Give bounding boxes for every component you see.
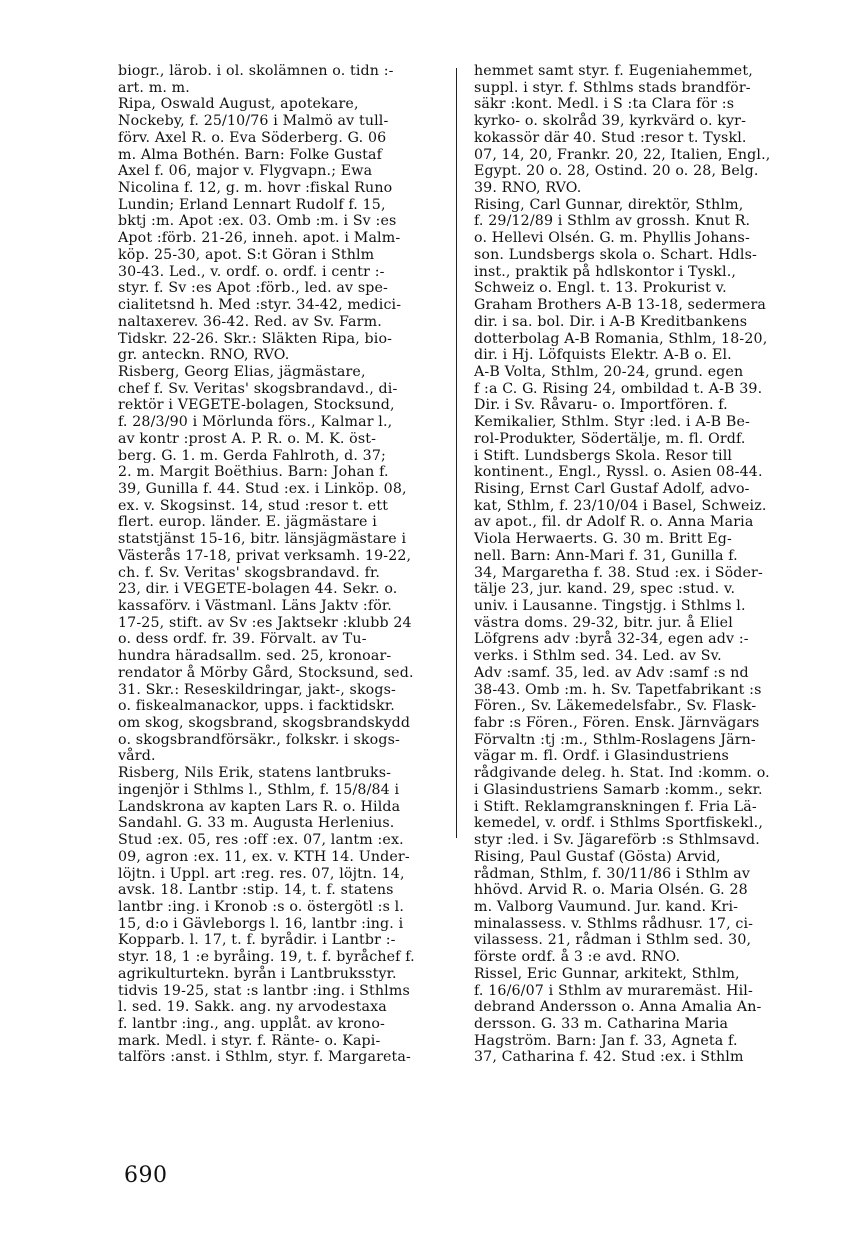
text-line: talförs :anst. i Sthlm, styr. f. Margareta- (118, 1049, 411, 1066)
text-line: ch. f. Sv. Veritas' skogsbrandavd. fr. (118, 564, 381, 581)
text-line: l. sed. 19. Sakk. ang. ny arvodestaxa (118, 999, 387, 1016)
text-line: f :a C. G. Rising 24, ombildad t. A-B 39. (474, 380, 763, 397)
text-line: gr. anteckn. RNO, RVO. (118, 347, 290, 364)
text-line: kokassör där 40. Stud :resor t. Tyskl. (474, 129, 747, 146)
text-line: nell. Barn: Ann-Mari f. 31, Gunilla f. (474, 547, 738, 564)
text-line: minalassess. v. Sthlms rådhusr. 17, ci- (474, 915, 754, 932)
column-divider (456, 68, 457, 838)
text-line: 39, Gunilla f. 44. Stud :ex. i Linköp. 08, (118, 480, 407, 497)
text-line: Tidskr. 22-26. Skr.: Släkten Ripa, bio- (118, 330, 393, 347)
text-line: rektör i VEGETE-bolagen, Stocksund, (118, 397, 395, 414)
text-line: naltaxerev. 36-42. Red. av Sv. Farm. (118, 313, 382, 330)
text-line: dir. i sa. bol. Dir. i A-B Kreditbankens (474, 313, 748, 330)
text-line: f. 28/3/90 i Mörlunda förs., Kalmar l., (118, 414, 393, 431)
text-line: 37, Catharina f. 42. Stud :ex. i Sthlm (474, 1049, 744, 1066)
text-line: rendator å Mörby Gård, Stocksund, sed. (118, 664, 414, 681)
text-line: i Stift. Reklamgranskningen f. Fria Lä- (474, 798, 757, 815)
text-line: o. fiskealmanackor, upps. i facktidskr. (118, 698, 395, 715)
text-line: Hagström. Barn: Jan f. 33, Agneta f. (474, 1032, 738, 1049)
text-line: vård. (118, 748, 156, 765)
text-line: fabr :s Fören., Fören. Ensk. Järnvägars (474, 715, 760, 732)
text-line: m. Valborg Vaumund. Jur. kand. Kri- (474, 898, 739, 915)
text-line: Egypt. 20 o. 28, Ostind. 20 o. 28, Belg. (474, 163, 759, 180)
page-number: 690 (124, 1163, 168, 1188)
text-line: rådman, Sthlm, f. 30/11/86 i Sthlm av (474, 865, 751, 882)
text-line: i Stift. Lundsbergs Skola. Resor till (474, 447, 733, 464)
text-line: förste ordf. å 3 :e avd. RNO. (474, 949, 681, 966)
text-line: statstjänst 15-16, bitr. länsjägmästare i (118, 531, 407, 548)
text-line: kyrko- o. skolråd 39, kyrkvärd o. kyr- (474, 113, 747, 130)
text-line: Fören., Sv. Läkemedelsfabr., Sv. Flask- (474, 698, 757, 715)
text-line: 09, agron :ex. 11, ex. v. KTH 14. Under- (118, 848, 410, 865)
text-line: Dir. i Sv. Råvaru- o. Importfören. f. (474, 397, 728, 414)
text-line: f. lantbr :ing., ang. upplåt. av krono- (118, 1015, 385, 1032)
text-line: chef f. Sv. Veritas' skogsbrandavd., di- (118, 380, 398, 397)
text-line: styr. f. Sv :es Apot :förb., led. av spe- (118, 280, 388, 297)
text-line: tidvis 19-25, stat :s lantbr :ing. i Sthlms (118, 982, 410, 999)
text-line: debrand Andersson o. Anna Amalia An- (474, 999, 762, 1016)
text-line: kat, Sthlm, f. 23/10/04 i Basel, Schweiz. (474, 497, 767, 514)
text-line: Förvaltn :tj :m., Sthlm-Roslagens Järn- (474, 731, 756, 748)
text-line: inst., praktik på hdlskontor i Tyskl., (474, 263, 737, 280)
text-line: styr :led. i Sv. Jägareförb :s Sthlmsavd. (474, 832, 760, 849)
text-line: o. Hellevi Olsén. G. m. Phyllis Johans- (474, 230, 750, 247)
text-line: Nockeby, f. 25/10/76 i Malmö av tull- (118, 113, 389, 130)
text-line: flert. europ. länder. E. jägmästare i (118, 514, 377, 531)
text-line: Rising, Ernst Carl Gustaf Adolf, advo- (474, 480, 750, 497)
text-line: hundra häradsallm. sed. 25, kronoar- (118, 648, 392, 665)
text-line: 39. RNO, RVO. (474, 180, 582, 197)
text-line: 34, Margaretha f. 38. Stud :ex. i Söder- (474, 564, 763, 581)
text-line: lantbr :ing. i Kronob :s o. östergötl :s l. (118, 898, 405, 915)
text-line: f. 29/12/89 i Sthlm av grossh. Knut R. (474, 213, 751, 230)
text-line: agrikulturtekn. byrån i Lantbruksstyr. (118, 965, 397, 982)
text-line: tälje 23, jur. kand. 29, spec :stud. v. (474, 581, 736, 598)
text-line: köp. 25-30, apot. S:t Göran i Sthlm (118, 246, 375, 263)
text-line: kontinent., Engl., Ryssl. o. Asien 08-44. (474, 464, 763, 481)
text-line: ex. v. Skogsinst. 14, stud :resor t. ett (118, 497, 389, 514)
text-line: säkr :kont. Medl. i S :ta Clara för :s (474, 96, 735, 113)
text-line: cialitetsnd h. Med :styr. 34-42, medici- (118, 297, 402, 314)
text-line: suppl. i styr. f. Sthlms stads brandför- (474, 79, 751, 96)
text-line: 15, d:o i Gävleborgs l. 16, lantbr :ing. i (118, 915, 404, 932)
text-line: Apot :förb. 21-26, inneh. apot. i Malm- (118, 230, 401, 247)
text-line: mark. Medl. i styr. f. Ränte- o. Kapi- (118, 1032, 381, 1049)
text-line: Risberg, Georg Elias, jägmästare, (118, 363, 366, 380)
text-line: Adv :samf. 35, led. av Adv :samf :s nd (474, 664, 749, 681)
text-line: 23, dir. i VEGETE-bolagen 44. Sekr. o. (118, 581, 398, 598)
text-line: art. m. m. (118, 79, 190, 96)
text-line: Löfgrens adv :byrå 32-34, egen adv :- (474, 631, 749, 648)
text-line: Sandahl. G. 33 m. Augusta Herlenius. (118, 815, 395, 832)
text-line: Rising, Carl Gunnar, direktör, Sthlm, (474, 196, 744, 213)
text-line: Ripa, Oswald August, apotekare, (118, 96, 359, 113)
text-line: biogr., lärob. i ol. skolämnen o. tidn :- (118, 63, 394, 79)
text-line: dotterbolag A-B Romania, Sthlm, 18-20, (474, 330, 768, 347)
text-line: Kopparb. l. 17, t. f. byrådir. i Lantbr :- (118, 932, 396, 949)
text-line: Landskrona av kapten Lars R. o. Hilda (118, 798, 401, 815)
text-line: Nicolina f. 12, g. m. hovr :fiskal Runo (118, 180, 393, 197)
text-line: förv. Axel R. o. Eva Söderberg. G. 06 (118, 129, 387, 146)
text-line: rol-Produkter, Södertälje, m. fl. Ordf. (474, 430, 746, 447)
text-line: Kemikalier, Sthlm. Styr :led. i A-B Be- (474, 414, 750, 431)
text-line: Graham Brothers A-B 13-18, sedermera (474, 297, 767, 314)
text-line: bktj :m. Apot :ex. 03. Omb :m. i Sv :es (118, 213, 397, 230)
text-line: Axel f. 06, major v. Flygvapn.; Ewa (118, 163, 373, 180)
text-line: rådgivande deleg. h. Stat. Ind :komm. o. (474, 765, 770, 782)
text-line: Stud :ex. 05, res :off :ex. 07, lantm :ex. (118, 832, 404, 849)
text-line: västra doms. 29-32, bitr. jur. å Eliel (474, 614, 733, 631)
text-line: Risberg, Nils Erik, statens lantbruks- (118, 765, 392, 782)
text-line: son. Lundsbergs skola o. Schart. Hdls- (474, 246, 757, 263)
text-line: Viola Herwaerts. G. 30 m. Britt Eg- (474, 531, 732, 548)
text-line: kemedel, v. ordf. i Sthlms Sportfiskekl., (474, 815, 763, 832)
text-line: 38-43. Omb :m. h. Sv. Tapetfabrikant :s (474, 681, 762, 698)
text-line: Rissel, Eric Gunnar, arkitekt, Sthlm, (474, 965, 740, 982)
text-line: f. 16/6/07 i Sthlm av muraremäst. Hil- (474, 982, 753, 999)
text-line: 30-43. Led., v. ordf. o. ordf. i centr :- (118, 263, 385, 280)
text-line: univ. i Lausanne. Tingstjg. i Sthlms l. (474, 598, 746, 614)
text-line: Lundin; Erland Lennart Rudolf f. 15, (118, 196, 386, 213)
text-line: avsk. 18. Lantbr :stip. 14, t. f. statens (118, 882, 394, 899)
text-line: vilassess. 21, rådman i Sthlm sed. 30, (474, 932, 752, 949)
text-line: verks. i Sthlm sed. 34. Led. av Sv. (474, 648, 722, 665)
text-line: om skog, skogsbrand, skogsbrandskydd (118, 715, 411, 732)
text-line: vägar m. fl. Ordf. i Glasindustriens (474, 748, 729, 765)
text-line: av apot., fil. dr Adolf R. o. Anna Maria (474, 514, 754, 531)
text-line: Västerås 17-18, privat verksamh. 19-22, (118, 547, 412, 564)
right-column (474, 63, 804, 1066)
text-line: ingenjör i Sthlms l., Sthlm, f. 15/8/84 i (118, 781, 400, 798)
text-line: styr. 18, 1 :e byråing. 19, t. f. byråchef f. (118, 949, 415, 966)
text-line: o. skogsbrandförsäkr., folkskr. i skogs- (118, 731, 400, 748)
text-line: löjtn. i Uppl. art :reg. res. 07, löjtn. 14, (118, 865, 405, 882)
text-line: 2. m. Margit Boëthius. Barn: Johan f. (118, 464, 389, 481)
text-line: kassaförv. i Västmanl. Läns Jaktv :för. (118, 598, 392, 614)
text-line: 31. Skr.: Reseskildringar, jakt-, skogs- (118, 681, 396, 698)
text-line: o. dess ordf. fr. 39. Förvalt. av Tu- (118, 631, 367, 648)
text-line: hemmet samt styr. f. Eugeniahemmet, (474, 63, 753, 79)
text-line: 07, 14, 20, Frankr. 20, 22, Italien, Engl., (474, 146, 771, 163)
text-line: dir. i Hj. Löfquists Elektr. A-B o. El. (474, 347, 732, 364)
text-line: av kontr :prost A. P. R. o. M. K. öst- (118, 430, 377, 447)
text-line: m. Alma Bothén. Barn: Folke Gustaf (118, 146, 383, 163)
text-line: dersson. G. 33 m. Catharina Maria (474, 1015, 729, 1032)
left-column (118, 63, 448, 1066)
text-line: A-B Volta, Sthlm, 20-24, grund. egen (474, 363, 744, 380)
text-line: Rising, Paul Gustaf (Gösta) Arvid, (474, 848, 721, 865)
text-line: Schweiz o. Engl. t. 13. Prokurist v. (474, 280, 727, 297)
text-line: hhövd. Arvid R. o. Maria Olsén. G. 28 (474, 882, 748, 899)
text-line: i Glasindustriens Samarb :komm., sekr. (474, 781, 763, 798)
text-line: berg. G. 1. m. Gerda Fahlroth, d. 37; (118, 447, 386, 464)
text-line: 17-25, stift. av Sv :es Jaktsekr :klubb 24 (118, 614, 412, 631)
